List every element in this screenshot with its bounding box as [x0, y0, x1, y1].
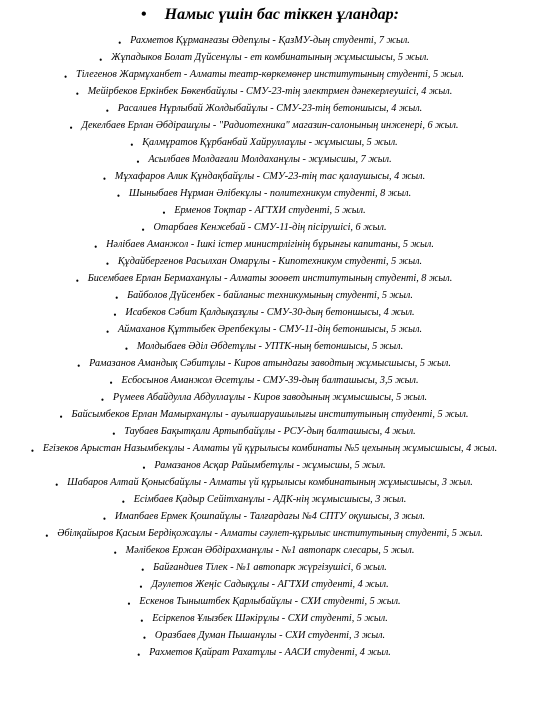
entry-text	[100, 392, 428, 405]
list-item	[0, 168, 540, 185]
bullet-icon: •	[105, 327, 110, 337]
list-item	[0, 219, 540, 236]
entry-text	[69, 120, 459, 133]
entry-label: Расалиев Нұрлыбай Жолдыбайұлы - СМУ-23-тің бетоншысы, 4 жыл.	[117, 103, 423, 114]
entry-text	[121, 494, 407, 507]
entry-text	[118, 35, 410, 48]
list-item	[0, 185, 540, 202]
bullet-icon: •	[121, 497, 125, 507]
entry-label: Молдыбаев Әділ Әбдетұлы - УПТК-ның бетоншысы, 5 жыл.	[136, 341, 404, 352]
entry-text	[112, 426, 416, 439]
entry-text	[75, 273, 453, 286]
entry-label: Тілегенов Жармұханбет - Алматы театр-көркемөнер институтының студенті, 5 жыл.	[76, 69, 464, 80]
list-item	[0, 83, 540, 100]
entry-label: Асылбаев Молдағали Молдаханұлы - жұмысшы, 7 жыл.	[148, 154, 392, 165]
entry-label: Рамазанов Асқар Райымбетұлы - жұмысшы, 5 жыл.	[154, 460, 386, 471]
entry-label: Исабеков Сәбит Қалдықазұлы - СМУ-30-дың бетоншысы, 4 жыл.	[125, 307, 415, 318]
bullet-icon: •	[141, 225, 145, 235]
entry-label: Есбосынов Аманжол Әсетұлы - СМУ-39-дың балташысы, 3,5 жыл.	[121, 375, 419, 386]
bullet-icon: •	[75, 276, 79, 286]
list-item	[0, 389, 540, 406]
entry-text	[130, 137, 398, 150]
bullet-icon: •	[64, 72, 68, 82]
entry-label: Есімбаев Қадыр Сейітханұлы - АДК-нің жұмысшысы, 3 жыл.	[133, 494, 407, 505]
bullet-icon: •	[59, 412, 63, 422]
entry-label: Рахметов Қайрат Рахатұлы - ААСИ студенті, 4 жыл.	[149, 647, 391, 658]
bullet-icon: •	[55, 480, 59, 490]
list-item	[0, 338, 540, 355]
title-text: Намыс үшін бас тіккен ұландар:	[164, 6, 399, 23]
entry-label: Шыныбаев Нұрман Әлібекұлы - политехникум студенті, 8 жыл.	[128, 188, 412, 199]
list-item	[0, 321, 540, 338]
list-item	[0, 236, 540, 253]
entry-text	[141, 562, 387, 575]
entry-text	[77, 358, 451, 371]
entry-text	[59, 409, 469, 422]
bullet-icon: •	[113, 548, 117, 558]
title-bullet: •	[141, 6, 147, 23]
entry-text	[105, 103, 423, 116]
entry-label: Таубаев Бақытқали Артыпбайұлы - РСУ-дың балташысы, 4 жыл.	[124, 426, 416, 437]
list-item	[0, 491, 540, 508]
list-item	[0, 49, 540, 66]
bullet-icon: •	[142, 463, 146, 473]
entry-text	[55, 477, 473, 490]
entry-text	[136, 154, 392, 167]
bullet-icon: •	[45, 531, 49, 541]
bullet-icon: •	[118, 38, 122, 48]
entry-label: Дәулетов Жеңіс Садықұлы - АГТХИ студенті, 4 жыл.	[151, 579, 389, 590]
entry-text	[45, 528, 483, 541]
list-item	[0, 542, 540, 559]
list-item	[0, 627, 540, 644]
list-item	[0, 253, 540, 270]
bullet-icon: •	[109, 378, 113, 388]
bullet-icon: •	[77, 361, 81, 371]
list-item	[0, 117, 540, 134]
bullet-icon: •	[141, 565, 145, 575]
entry-text	[140, 613, 388, 626]
entry-text	[137, 647, 391, 660]
list-item	[0, 406, 540, 423]
bullet-icon: •	[112, 429, 116, 439]
bullet-icon: •	[75, 89, 79, 99]
bullet-icon: •	[136, 157, 140, 167]
entry-label: Байболов Дүйсенбек - байланыс техникумының студенті, 5 жыл.	[127, 290, 413, 301]
entry-label: Есіркепов Ұлызбек Шәкірұлы - СХИ студенті, 5 жыл.	[152, 613, 388, 624]
entry-label: Егізеков Арыстан Назымбекұлы - Алматы үй құрылысы комбинаты №5 цехының жұмысшысы, 4 жыл.	[42, 443, 498, 454]
entry-text	[75, 86, 453, 99]
bullet-icon: •	[142, 633, 147, 643]
entry-label: Отарбаев Кенжебай - СМУ-11-дің пісірушісі, 6 жыл.	[153, 222, 387, 233]
bullet-icon: •	[99, 55, 103, 65]
entry-label: Байсымбеков Ерлан Мамырханұлы - ауылшаруашылығы институтының студенті, 5 жыл.	[71, 409, 469, 420]
entry-text	[30, 443, 498, 456]
bullet-icon: •	[127, 599, 131, 609]
entry-text	[102, 511, 426, 524]
entry-label: Рамазанов Амандық Сәбитұлы - Киров атындағы заводтың жұмысшысы, 5 жыл.	[89, 358, 451, 369]
entry-label: Оразбаев Думан Пышанұлы - СХИ студенті, 3 жыл.	[154, 630, 386, 641]
entry-text	[64, 69, 464, 82]
entry-label: Мәлібеков Ержан Әбдірахманұлы - №1 автопарк слесары, 5 жыл.	[125, 545, 415, 556]
entry-label: Шабаров Алтай Қонысбайұлы - Алматы үй құрылысы комбинатының жұмысшысы, 3 жыл.	[67, 477, 473, 488]
list-item	[0, 202, 540, 219]
list-item	[0, 32, 540, 49]
bullet-icon: •	[137, 650, 141, 660]
bullet-icon: •	[124, 344, 128, 354]
entry-text	[142, 630, 386, 643]
list-item	[0, 457, 540, 474]
bullet-icon: •	[115, 293, 119, 303]
list-item	[0, 423, 540, 440]
entry-text	[109, 375, 419, 388]
entry-text	[162, 205, 366, 218]
bullet-icon: •	[30, 446, 34, 456]
bullet-icon: •	[140, 616, 144, 626]
list-item	[0, 134, 540, 151]
list-item	[0, 66, 540, 83]
entry-label: Рахметов Құрманғазы Әдепұлы - ҚазМУ-дың студенті, 7 жыл.	[130, 35, 410, 46]
entry-text	[124, 341, 404, 354]
entry-label: Аймаханов Құттыбек Әрепбекұлы - СМУ-11-дің бетоншысы, 5 жыл.	[117, 324, 423, 335]
entry-label: Қалмұратов Құрбанбай Хайруллаұлы - жұмысшы, 5 жыл.	[142, 137, 398, 148]
list-item	[0, 287, 540, 304]
entry-label: Мұхафаров Алик Құндақбайұлы - СМУ-23-тің тас қалаушысы, 4 жыл.	[114, 171, 426, 182]
list-item	[0, 372, 540, 389]
bullet-icon: •	[100, 395, 105, 405]
entry-text	[105, 324, 423, 337]
entry-text	[142, 460, 386, 473]
entry-label: Рүмеев Абайдулла Абдуллаұлы - Киров заводының жұмысшысы, 5 жыл.	[112, 392, 428, 403]
entry-label: Имапбаев Ермек Қошпайұлы - Талғардағы №4 СПТУ оқушысы, 3 жыл.	[114, 511, 426, 522]
document-title	[0, 6, 540, 24]
list-item	[0, 474, 540, 491]
list-item	[0, 610, 540, 627]
entry-text	[113, 545, 415, 558]
bullet-icon: •	[139, 582, 143, 592]
entry-text	[113, 307, 415, 320]
entry-text	[139, 579, 389, 592]
entry-label: Мейірбеков Еркінбек Бөкенбайұлы - СМУ-23-тің электрмен дәнекерлеушісі, 4 жыл.	[87, 86, 453, 97]
bullet-icon: •	[116, 191, 120, 201]
entries-list	[0, 32, 540, 661]
bullet-icon: •	[105, 106, 109, 116]
bullet-icon: •	[105, 259, 110, 269]
list-item	[0, 355, 540, 372]
entry-label: Ескенов Тыныштбек Қарлыбайұлы - СХИ студенті, 5 жыл.	[139, 596, 401, 607]
bullet-icon: •	[113, 310, 117, 320]
list-item	[0, 525, 540, 542]
list-item	[0, 593, 540, 610]
entry-text	[127, 596, 401, 609]
entry-label: Әбілқайыров Қасым Бердіқожаұлы - Алматы сәулет-құрылыс институтының студенті, 5 жыл.	[57, 528, 483, 539]
list-item	[0, 559, 540, 576]
list-item	[0, 151, 540, 168]
entry-text	[94, 239, 434, 252]
bullet-icon: •	[94, 242, 98, 252]
list-item	[0, 304, 540, 321]
list-item	[0, 576, 540, 593]
list-item	[0, 100, 540, 117]
entry-label: Байғандиев Тілек - №1 автопарк жүргізушісі, 6 жыл.	[153, 562, 387, 573]
entry-text	[116, 188, 412, 201]
entry-text	[105, 256, 423, 269]
entry-label: Декелбаев Ерлан Әбдірашұлы - "Радиотехника" магазин-салонының инженері, 6 жыл.	[81, 120, 459, 131]
entry-label: Құдайбергенов Расылхан Омарұлы - Кипотехникум студенті, 5 жыл.	[117, 256, 423, 267]
entry-label: Бисембаев Ерлан Бермаханұлы - Алматы зооөет институтының студенті, 8 жыл.	[87, 273, 453, 284]
entry-text	[99, 52, 429, 65]
bullet-icon: •	[130, 140, 134, 150]
list-item	[0, 440, 540, 457]
list-item	[0, 508, 540, 525]
bullet-icon: •	[102, 514, 107, 524]
list-item	[0, 644, 540, 661]
entry-label: Ерменов Тоқтар - АГТХИ студенті, 5 жыл.	[174, 205, 366, 216]
entry-text	[115, 290, 413, 303]
entry-label: Нәлібаев Аманжол - Ішкі істер министрлігінің бұрынғы капитаны, 5 жыл.	[106, 239, 434, 250]
entry-label: Жұпадыков Болат Дүйсенұлы - ет комбинатының жұмысшысы, 5 жыл.	[111, 52, 429, 63]
bullet-icon: •	[69, 123, 73, 133]
bullet-icon: •	[162, 208, 166, 218]
list-item	[0, 270, 540, 287]
entry-text	[102, 171, 426, 184]
bullet-icon: •	[102, 174, 106, 184]
entry-text	[141, 222, 387, 235]
